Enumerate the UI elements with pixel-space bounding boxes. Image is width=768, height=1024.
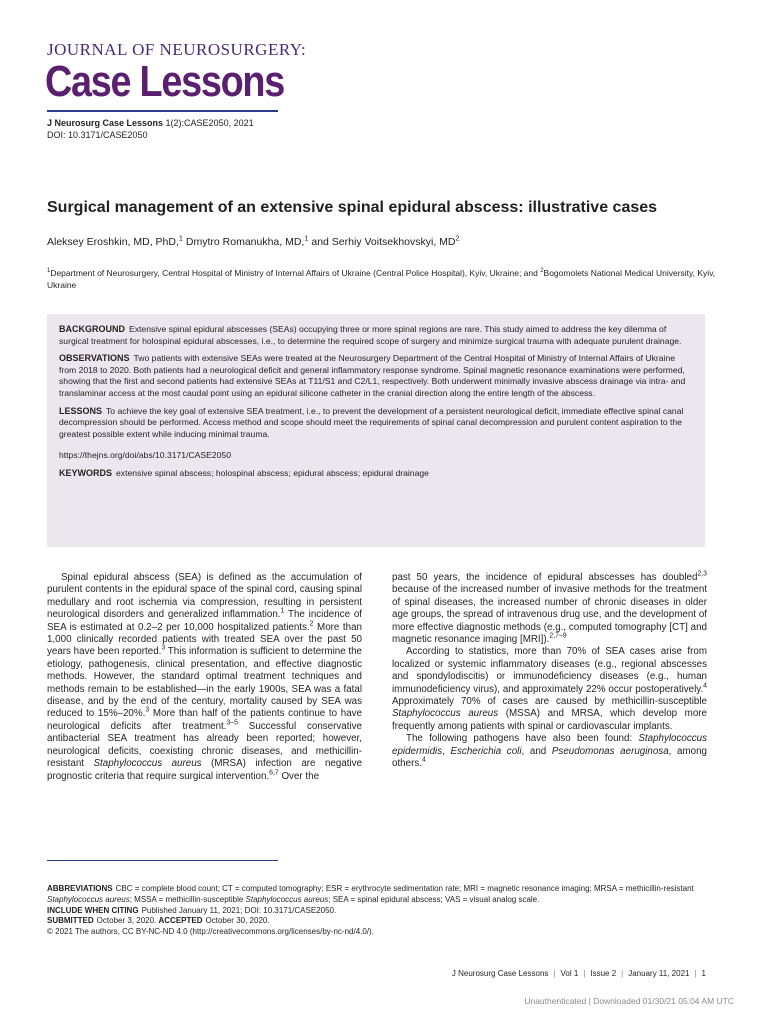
species-name: Pseudomonas aeruginosa (551, 745, 669, 757)
body-text: , (442, 745, 451, 757)
author-name: Dmytro Romanukha, MD, (182, 236, 305, 248)
affil-text: Department of Neurosurgery, Central Hospital of Ministry of Internal Affairs of Ukraine (Central Police Hospital), Kyiv, Ukraine; and (50, 268, 541, 278)
author-affil-ref: 2 (455, 233, 460, 243)
abstract-text: Extensive spinal epidural abscesses (SEAs) occupying three or more spinal regions are rare. This study aimed to address the key dilemma of surgical treatment for holospinal epidural abscesses, i.e., to determine the required scope of surgery and minimize surgical trauma with adequate purulent drainage. (59, 324, 682, 346)
author-list (47, 233, 460, 248)
footnote-text: Published January 11, 2021; DOI: 10.3171/CASE2050. (141, 905, 337, 915)
author-name: and Serhiy Voitsekhovskyi, MD (308, 236, 456, 248)
ref-mark[interactable]: 6,7 (269, 769, 279, 777)
page-number: 1 (701, 969, 706, 978)
affiliations (47, 267, 717, 291)
body-column-right (392, 572, 707, 771)
body-paragraph (392, 572, 707, 646)
author-name: Aleksey Eroshkin, MD, PhD, (47, 236, 179, 248)
footer-journal: J Neurosurg Case Lessons (451, 969, 549, 978)
body-text: Successful conservative antibacterial SEA treatment has already been reported; however, neurological deficits, coexisting chronic diseases, and methicillin-resistant (47, 720, 362, 770)
body-paragraph (392, 733, 707, 770)
footer-separator: | (553, 969, 556, 978)
abstract-lessons (59, 406, 693, 441)
keywords-text: extensive spinal abscess; holospinal abscess; epidural abscess; epidural drainage (116, 467, 429, 478)
body-paragraph (47, 572, 362, 783)
ref-mark[interactable]: 3 (161, 645, 166, 653)
footer-volume: Vol 1 (560, 969, 579, 978)
submission-dates (47, 916, 727, 927)
abstract-heading: LESSONS (59, 405, 103, 416)
footnote-text: October 3, 2020. (96, 916, 157, 926)
body-text: because of the increased number of invasive methods for the treatment of spinal diseases, the increased number of chronic diseases in older age groups, the spread of intravenous drug use, and the development of more effective diagnostic methods (e.g., computed tomography [CT] and magnetic resonance imaging [MRI]). (392, 584, 707, 646)
body-text: According to statistics, more than 70% of SEA cases arise from localized or systemic inflammatory diseases (e.g., regional abscesses and spondylodiscitis) or immunodeficiency diseases (e.g., human immunodeficiency virus), and approximately 22% occur postoperatively. (392, 646, 707, 695)
author-affil-ref: 1 (304, 233, 309, 243)
species-name: Staphylococcus aureus (245, 894, 329, 904)
footnote-heading: ACCEPTED (158, 916, 203, 926)
footnote-text: October 30, 2020. (205, 916, 270, 926)
body-text: , among others. (392, 745, 708, 770)
citation-line (47, 118, 254, 130)
ref-mark[interactable]: 2 (309, 620, 314, 628)
body-text: More than half of the patients continue to have neurological deficits after treatment. (47, 708, 362, 732)
body-text: (MSSA) and MRSA, which develop more frequently among patients with spinal or cardiovascular implants. (392, 708, 707, 732)
body-paragraph (392, 646, 707, 733)
body-text: (MRSA) infection are negative prognostic criteria that require surgical intervention. (47, 758, 363, 782)
ref-mark[interactable]: 3–5 (226, 719, 238, 727)
species-name: Staphylococcus aureus (93, 758, 202, 770)
footnote-text: ; MSSA = methicillin-susceptible (129, 894, 246, 904)
series-name-logo: Case Lessons (45, 57, 285, 106)
keywords-heading: KEYWORDS (59, 467, 113, 478)
footnote-divider (47, 860, 278, 861)
abstract-text: To achieve the key goal of extensive SEA treatment, i.e., to prevent the development of a persistent neurological deficit, immediate effective spinal canal decompression should be performed. Access method and scope should meet the requirements of spinal canal decompression and purulent content aspiration to the greatest possible extent while inducing minimal trauma. (59, 405, 684, 439)
footer-separator: | (694, 969, 697, 978)
citation-details: 1(2):CASE2050, 2021 (163, 118, 254, 128)
ref-mark[interactable]: 2,7–9 (549, 632, 567, 640)
abstract-text: Two patients with extensive SEAs were treated at the Neurosurgery Department of the Central Hospital of Ministry of Internal Affairs of Ukraine from 2018 to 2020. Both patients had a neurological deficit and general inflammatory response syndrome. Spinal magnetic resonance examinations were performed, showing that the first and second patients had extensive SEAs at T11/S1 and C2/L1, respectively. Both underwent minimally invasive abscess drainage via intra- and translaminar access at the most caudal point using an epidural silicone catheter in the cranial direction along the entire length of the abscess. (59, 353, 686, 398)
ref-mark[interactable]: 3 (145, 707, 150, 715)
abstract-box (47, 314, 705, 547)
article-title: Surgical management of an extensive spinal epidural abscess: illustrative cases (47, 199, 658, 216)
ref-mark[interactable]: 4 (703, 682, 707, 690)
species-name: Escherichia coli (450, 745, 522, 757)
body-text: Over the (278, 770, 320, 782)
journal-name: JOURNAL OF NEUROSURGERY: (47, 40, 307, 59)
species-name: Staphylococcus aureus (392, 708, 499, 720)
citation-journal: J Neurosurg Case Lessons (47, 118, 164, 128)
body-text: The incidence of SEA is estimated at 0.2–2 per 10,000 hospitalized patients. (47, 609, 362, 633)
footer-separator: | (621, 969, 624, 978)
body-text: The following pathogens have also been found: (406, 733, 639, 745)
article-url[interactable]: https://thejns.org/doi/abs/10.3171/CASE2050 (59, 450, 231, 461)
footer-separator: | (583, 969, 586, 978)
body-text: This information is sufficient to determine the etiology, pathogenesis, clinical presentation, and effective diagnostic methods. However, the standard optimal treatment techniques and methods remain to be established—in the early 1900s, SEA was a fatal disease, and by the end of the century, mortality caused by SEA was reduced to 15%–20%. (47, 646, 363, 720)
footnote-text: CBC = complete blood count; CT = computed tomography; ESR = erythrocyte sedimentation rate; MRI = magnetic resonance imaging; MRSA = methicillin-resistant (115, 884, 694, 893)
affil-ref: 1 (47, 268, 51, 275)
footnote-heading: INCLUDE WHEN CITING (47, 905, 139, 915)
footnote-heading: SUBMITTED (47, 916, 94, 926)
keywords (59, 468, 693, 480)
body-text: past 50 years, the incidence of epidural abscesses has doubled (392, 572, 698, 583)
footnotes (47, 884, 727, 938)
abstract-background (59, 324, 693, 347)
abstract-heading: BACKGROUND (59, 324, 125, 334)
body-text: , and (521, 745, 552, 757)
affil-text: Bogomolets National Medical University, Kyiv, Ukraine (47, 268, 716, 290)
species-name: Staphylococcus epidermidis (392, 733, 707, 757)
body-text: Spinal epidural abscess (SEA) is defined as the accumulation of purulent contents in the epidural space of the spinal cord, causing spinal medullary and root ischemia via compression, resulting in persistent neurological disorders and generalized inflammation. (47, 572, 362, 621)
abbreviations (47, 884, 727, 906)
body-text: Approximately 70% of cases are caused by methicillin-susceptible (392, 696, 707, 708)
license-line: © 2021 The authors, CC BY-NC-ND 4.0 (http://creativecommons.org/licenses/by-nc-nd/4.0/). (47, 927, 374, 937)
citation-block (47, 118, 254, 141)
body-text: More than 1,000 clinically recorded patients with treated SEA over the past 50 years have been reported. (47, 621, 362, 658)
species-name: Staphylococcus aureus (47, 894, 130, 904)
body-column-left (47, 572, 362, 783)
download-watermark: Unauthenticated | Downloaded 01/30/21 05:04 AM UTC (524, 996, 734, 1006)
affil-ref: 2 (540, 268, 544, 275)
ref-mark[interactable]: 2,3 (697, 570, 707, 578)
ref-mark[interactable]: 1 (280, 607, 285, 615)
running-footer (452, 969, 706, 978)
doi-line: DOI: 10.3171/CASE2050 (47, 129, 148, 140)
footnote-heading: ABBREVIATIONS (47, 884, 113, 893)
abstract-heading: OBSERVATIONS (59, 353, 130, 364)
footnote-text: ; SEA = spinal epidural abscess; VAS = visual analog scale. (328, 894, 540, 904)
ref-mark[interactable]: 4 (421, 756, 426, 764)
masthead-divider (47, 110, 278, 112)
footer-issue: Issue 2 (590, 969, 617, 978)
abstract-observations (59, 353, 693, 399)
footer-date: January 11, 2021 (628, 969, 690, 978)
citing-info (47, 906, 727, 917)
author-affil-ref: 1 (178, 233, 183, 243)
